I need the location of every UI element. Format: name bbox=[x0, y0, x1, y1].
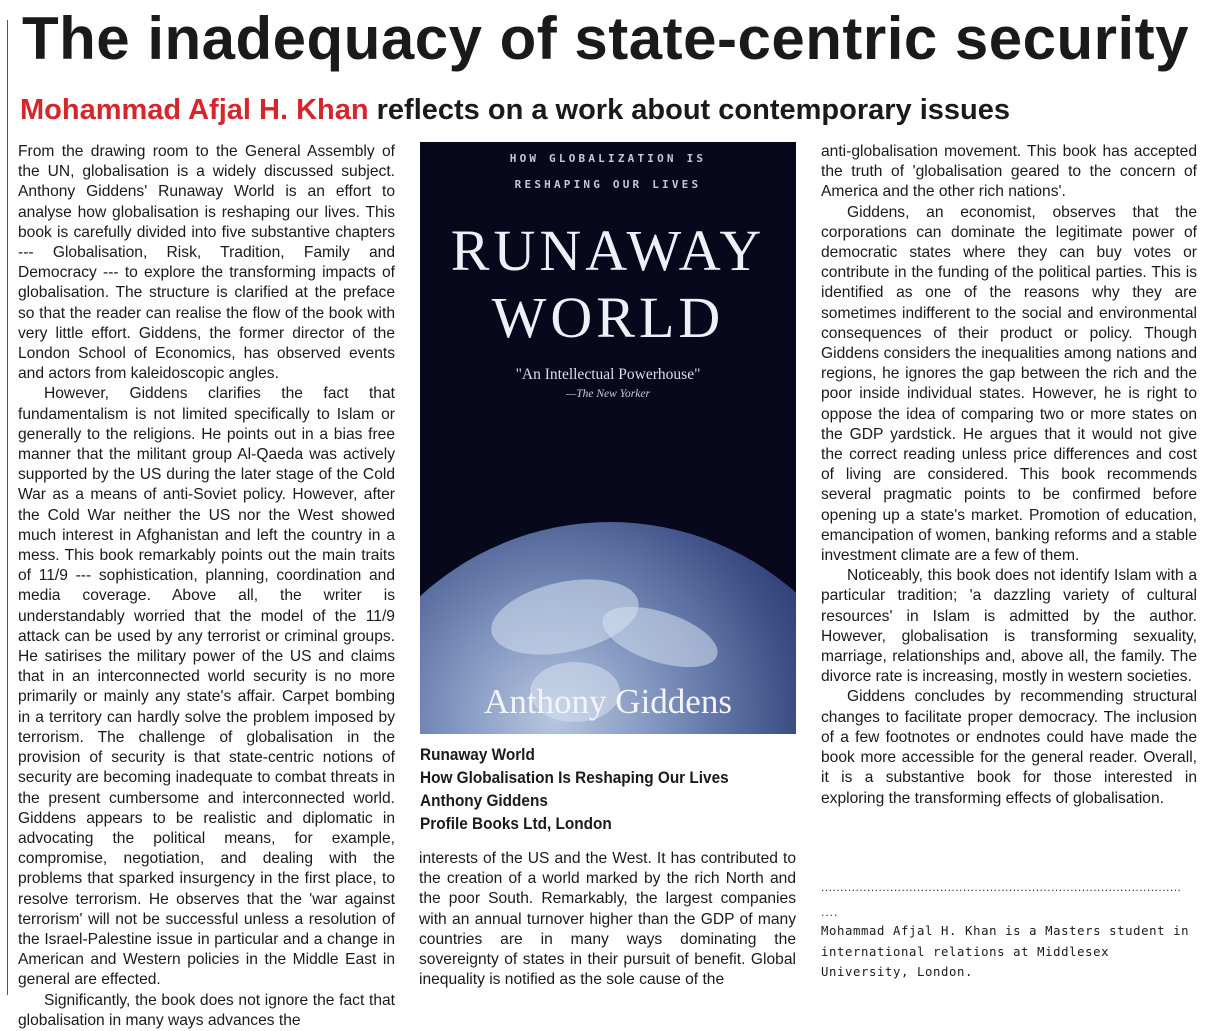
left-column-rule bbox=[7, 20, 8, 995]
subhead-author: Mohammad Afjal H. Khan bbox=[20, 94, 369, 126]
subhead bbox=[20, 94, 1010, 127]
paragraph: Significantly, the book does not ignore the fact that globalisation in many ways advances the bbox=[18, 991, 395, 1029]
paragraph: interests of the US and the West. It has contributed to the creation of a world marked by the rich North and the poor South. Remarkably, the largest companies with an annual turnover higher than the GDP of many countries are in many ways dominating the sovereignty of states in their pursuit of benefit. Global inequality is notified as the sole cause of the bbox=[419, 850, 796, 989]
cover-tagline-1: HOW GLOBALIZATION IS bbox=[509, 152, 707, 165]
cover-quote-source: —The New Yorker bbox=[566, 388, 650, 400]
cover-title-2: WORLD bbox=[491, 285, 725, 350]
article-column-1 bbox=[18, 142, 395, 1031]
paragraph: However, Giddens clarifies the fact that fundamentalism is not limited specifically to Islam or generally to the religions. He points out in a bias free manner that the militant group Al-Qaeda was actively supported by the US during the later stage of the Cold War as a means of anti-Soviet policy. However, after the Cold War neither the US nor the West showed much interest in Afghanistan and left the country in a mess. This book remarkably points out the main traits of 11/9 --- sophistication, planning, coordination and media coverage. Above all, the writer is understandably worried that the model of the 11/9 attack can be used by any terrorist or criminal groups. He satirises the military power of the US and claims that in an interconnected world security is no more primarily or mainly any state's affair. Carpet bombing in a territory can hardly solve the problem imposed by terrorism. The challenge of globalisation in the provision of security is that state-centric notions of security are becoming inadequate to combat threats in the present cumbersome and interconnected world. Giddens appears to be realistic and diplomatic in advocating the political means, for example, compromise, negotiation, and dealing with the problems that sparked insurgency in the first place, to resolve terrorism. He observes that the 'war against terrorism' will not be successful unless a resolution of the Israel-Palestine issue in particular and a change in American and Western policies in the Middle East in general are effected. bbox=[18, 385, 395, 989]
cover-author: Anthony Giddens bbox=[484, 682, 732, 721]
caption-publisher: Profile Books Ltd, London bbox=[420, 815, 612, 833]
paragraph: anti-globalisation movement. This book has accepted the truth of 'globalisation geared to the concern of America and the other rich nations'. bbox=[821, 143, 1197, 201]
caption-author: Anthony Giddens bbox=[420, 792, 548, 810]
separator-dots-2: .... bbox=[821, 905, 839, 919]
cover-quote: "An Intellectual Powerhouse" bbox=[515, 366, 701, 383]
paragraph: Giddens, an economist, observes that the corporations can dominate the legitimate power of democratic states where they can buy votes or contribute in the funding of the political parties. This is identified as one of the reasons why they are sometimes indifferent to the social and environmental consequences of their product or policy. Though Giddens considers the inequalities among nations and regions, he ignores the gap between the rich and the poor inside individual states. However, he is right to oppose the idea of comparing two or more states on the GDP yardstick. He argues that it would not give the correct reading unless price differences and cost of living are considered. This book recommends several pragmatic points to be confirmed before opening up a state's market. Promotion of education, emancipation of women, banking reforms and a stable investment climate are a few of them. bbox=[821, 203, 1197, 565]
article-column-2 bbox=[419, 849, 796, 990]
caption-subtitle: How Globalisation Is Reshaping Our Lives bbox=[420, 769, 729, 787]
caption-title: Runaway World bbox=[420, 746, 535, 764]
cover-tagline-2: RESHAPING OUR LIVES bbox=[514, 178, 702, 191]
cover-title-1: RUNAWAY bbox=[450, 218, 766, 283]
paragraph: Noticeably, this book does not identify Islam with a particular tradition; 'a dazzling variety of cultural resources' in Islam is admitted by the author. However, globalisation is transforming sexuality, marriage, relationships and, above all, the family. The divorce rate is increasing, mostly in western societies. bbox=[821, 567, 1197, 686]
book-caption bbox=[420, 744, 770, 836]
paragraph: From the drawing room to the General Assembly of the UN, globalisation is a widely discussed subject. Anthony Giddens' Runaway World is an effort to analyse how globalisation is reshaping our lives. This book is carefully divided into five substantive chapters --- Globalisation, Risk, Tradition, Family and Democracy --- to explore the transforming impacts of globalisation. The structure is clarified at the preface so that the reader can realise the flow of the book with very little effort. Giddens, the former director of the London School of Economics, has observed events and actors from kaleidoscopic angles. bbox=[18, 143, 395, 383]
subhead-rest: reflects on a work about contemporary issues bbox=[368, 94, 1010, 126]
book-cover-image bbox=[420, 142, 796, 734]
paragraph: Giddens concludes by recommending structural changes to facilitate proper democracy. The inclusion of a few footnotes or endnotes could have made the book more accessible for the general reader. Overall, it is a substantive book for those interested in exploring the transforming effects of globalisation. bbox=[821, 688, 1197, 807]
headline: The inadequacy of state-centric security bbox=[22, 5, 1190, 72]
article-column-3 bbox=[821, 142, 1197, 809]
separator-dots: .............................................................................................. bbox=[821, 880, 1182, 894]
author-bio: Mohammad Afjal H. Khan is a Masters student in international relations at Middlesex University, London. bbox=[821, 924, 1190, 979]
